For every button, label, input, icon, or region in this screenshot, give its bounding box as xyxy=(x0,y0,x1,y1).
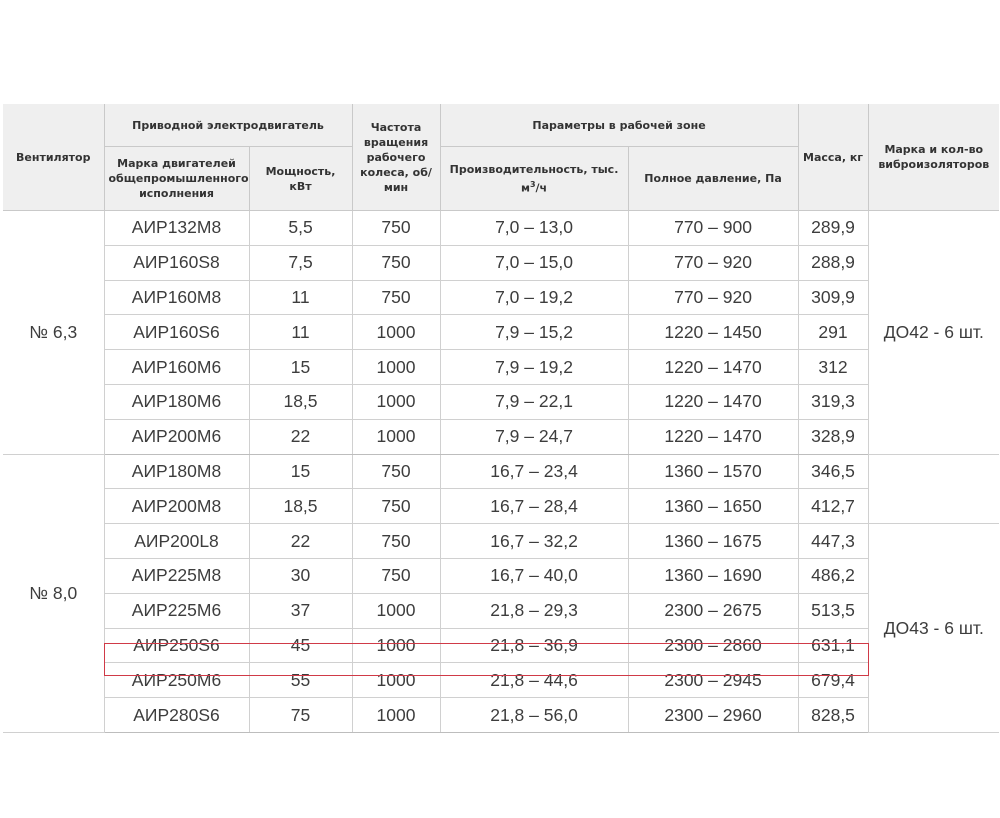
cell-motor-brand: АИР132М8 xyxy=(104,211,249,246)
header-drive-motor: Приводной электродвигатель xyxy=(104,104,352,147)
table-row xyxy=(3,384,999,419)
cell-capacity: 7,9 – 24,7 xyxy=(440,419,628,454)
cell-pressure: 1220 – 1450 xyxy=(628,315,798,350)
cell-mass: 486,2 xyxy=(798,558,868,593)
header-motor-brand: Марка двигателей общепромышленного исполнения xyxy=(104,147,249,211)
cell-capacity: 21,8 – 44,6 xyxy=(440,663,628,698)
cell-motor-brand: АИР160S8 xyxy=(104,245,249,280)
cell-capacity: 16,7 – 40,0 xyxy=(440,558,628,593)
cell-mass: 328,9 xyxy=(798,419,868,454)
cell-power: 5,5 xyxy=(249,211,352,246)
cell-capacity: 16,7 – 23,4 xyxy=(440,454,628,489)
header-work-zone: Параметры в рабочей зоне xyxy=(440,104,798,147)
cell-mass: 309,9 xyxy=(798,280,868,315)
cell-pressure: 2300 – 2960 xyxy=(628,698,798,733)
table-row xyxy=(3,593,999,628)
header-capacity xyxy=(440,147,628,211)
cell-motor-brand: АИР160М8 xyxy=(104,280,249,315)
header-capacity-prefix: Производительность, тыс. м xyxy=(449,162,619,195)
cell-power: 55 xyxy=(249,663,352,698)
cell-speed: 1000 xyxy=(352,350,440,385)
cell-mass: 288,9 xyxy=(798,245,868,280)
table-row xyxy=(3,454,999,489)
cell-fan: № 8,0 xyxy=(3,454,104,732)
cell-speed: 750 xyxy=(352,280,440,315)
cell-power: 75 xyxy=(249,698,352,733)
cell-pressure: 2300 – 2675 xyxy=(628,593,798,628)
cell-pressure: 770 – 920 xyxy=(628,280,798,315)
header-capacity-suffix: /ч xyxy=(535,181,548,195)
header-isolators: Марка и кол-во виброизоляторов xyxy=(868,104,999,211)
cell-capacity: 21,8 – 36,9 xyxy=(440,628,628,663)
table-row xyxy=(3,489,999,524)
table-row xyxy=(3,558,999,593)
cell-speed: 1000 xyxy=(352,419,440,454)
table-row xyxy=(3,315,999,350)
cell-mass: 346,5 xyxy=(798,454,868,489)
cell-mass: 679,4 xyxy=(798,663,868,698)
cell-speed: 1000 xyxy=(352,663,440,698)
cell-speed: 1000 xyxy=(352,315,440,350)
cell-speed: 750 xyxy=(352,524,440,559)
table-row xyxy=(3,663,999,698)
table-header xyxy=(3,104,999,211)
header-capacity-sup: 3 xyxy=(529,179,536,189)
cell-speed: 1000 xyxy=(352,593,440,628)
cell-mass: 631,1 xyxy=(798,628,868,663)
cell-pressure: 1220 – 1470 xyxy=(628,419,798,454)
cell-power: 11 xyxy=(249,280,352,315)
table-row xyxy=(3,419,999,454)
cell-capacity: 7,9 – 22,1 xyxy=(440,384,628,419)
cell-speed: 750 xyxy=(352,558,440,593)
cell-pressure: 1220 – 1470 xyxy=(628,350,798,385)
cell-pressure: 1360 – 1650 xyxy=(628,489,798,524)
cell-isolators: ДО42 - 6 шт. xyxy=(868,211,999,455)
cell-speed: 750 xyxy=(352,454,440,489)
cell-motor-brand: АИР225М8 xyxy=(104,558,249,593)
cell-capacity: 16,7 – 28,4 xyxy=(440,489,628,524)
cell-mass: 319,3 xyxy=(798,384,868,419)
cell-motor-brand: АИР180М6 xyxy=(104,384,249,419)
header-power: Мощность, кВт xyxy=(249,147,352,211)
cell-capacity: 21,8 – 29,3 xyxy=(440,593,628,628)
cell-power: 22 xyxy=(249,419,352,454)
cell-speed: 750 xyxy=(352,489,440,524)
cell-capacity: 7,0 – 19,2 xyxy=(440,280,628,315)
table-row xyxy=(3,280,999,315)
cell-isolators-empty xyxy=(868,454,999,524)
cell-mass: 312 xyxy=(798,350,868,385)
cell-speed: 750 xyxy=(352,211,440,246)
cell-pressure: 1360 – 1675 xyxy=(628,524,798,559)
cell-capacity: 16,7 – 32,2 xyxy=(440,524,628,559)
cell-speed: 750 xyxy=(352,245,440,280)
cell-mass: 289,9 xyxy=(798,211,868,246)
table-row xyxy=(3,350,999,385)
cell-mass: 828,5 xyxy=(798,698,868,733)
cell-fan: № 6,3 xyxy=(3,211,104,455)
cell-power: 18,5 xyxy=(249,384,352,419)
cell-power: 7,5 xyxy=(249,245,352,280)
header-fan: Вентилятор xyxy=(3,104,104,211)
cell-motor-brand: АИР250М6 xyxy=(104,663,249,698)
cell-pressure: 770 – 920 xyxy=(628,245,798,280)
cell-power: 45 xyxy=(249,628,352,663)
cell-mass: 412,7 xyxy=(798,489,868,524)
table-body xyxy=(3,211,999,733)
cell-speed: 1000 xyxy=(352,698,440,733)
cell-capacity: 7,0 – 15,0 xyxy=(440,245,628,280)
table-row xyxy=(3,211,999,246)
cell-power: 30 xyxy=(249,558,352,593)
cell-mass: 291 xyxy=(798,315,868,350)
header-mass: Масса, кг xyxy=(798,104,868,211)
cell-motor-brand: АИР225М6 xyxy=(104,593,249,628)
cell-power: 37 xyxy=(249,593,352,628)
header-pressure: Полное давление, Па xyxy=(628,147,798,211)
cell-power: 22 xyxy=(249,524,352,559)
cell-motor-brand: АИР160S6 xyxy=(104,315,249,350)
header-speed: Частота вращения рабочего колеса, об/мин xyxy=(352,104,440,211)
cell-pressure: 2300 – 2945 xyxy=(628,663,798,698)
cell-motor-brand: АИР160М6 xyxy=(104,350,249,385)
cell-isolators: ДО43 - 6 шт. xyxy=(868,524,999,733)
cell-power: 11 xyxy=(249,315,352,350)
cell-pressure: 770 – 900 xyxy=(628,211,798,246)
fan-spec-table xyxy=(3,104,999,733)
table-row xyxy=(3,698,999,733)
table-row xyxy=(3,628,999,663)
cell-motor-brand: АИР280S6 xyxy=(104,698,249,733)
cell-motor-brand: АИР200М8 xyxy=(104,489,249,524)
cell-speed: 1000 xyxy=(352,384,440,419)
cell-pressure: 2300 – 2860 xyxy=(628,628,798,663)
cell-capacity: 21,8 – 56,0 xyxy=(440,698,628,733)
cell-power: 15 xyxy=(249,350,352,385)
cell-mass: 513,5 xyxy=(798,593,868,628)
cell-pressure: 1360 – 1570 xyxy=(628,454,798,489)
table-row xyxy=(3,245,999,280)
cell-motor-brand: АИР250S6 xyxy=(104,628,249,663)
cell-motor-brand: АИР180М8 xyxy=(104,454,249,489)
cell-power: 15 xyxy=(249,454,352,489)
cell-capacity: 7,9 – 19,2 xyxy=(440,350,628,385)
cell-capacity: 7,0 – 13,0 xyxy=(440,211,628,246)
cell-capacity: 7,9 – 15,2 xyxy=(440,315,628,350)
cell-mass: 447,3 xyxy=(798,524,868,559)
cell-pressure: 1360 – 1690 xyxy=(628,558,798,593)
cell-power: 18,5 xyxy=(249,489,352,524)
table-row xyxy=(3,524,999,559)
cell-motor-brand: АИР200М6 xyxy=(104,419,249,454)
cell-motor-brand: АИР200L8 xyxy=(104,524,249,559)
cell-pressure: 1220 – 1470 xyxy=(628,384,798,419)
cell-speed: 1000 xyxy=(352,628,440,663)
